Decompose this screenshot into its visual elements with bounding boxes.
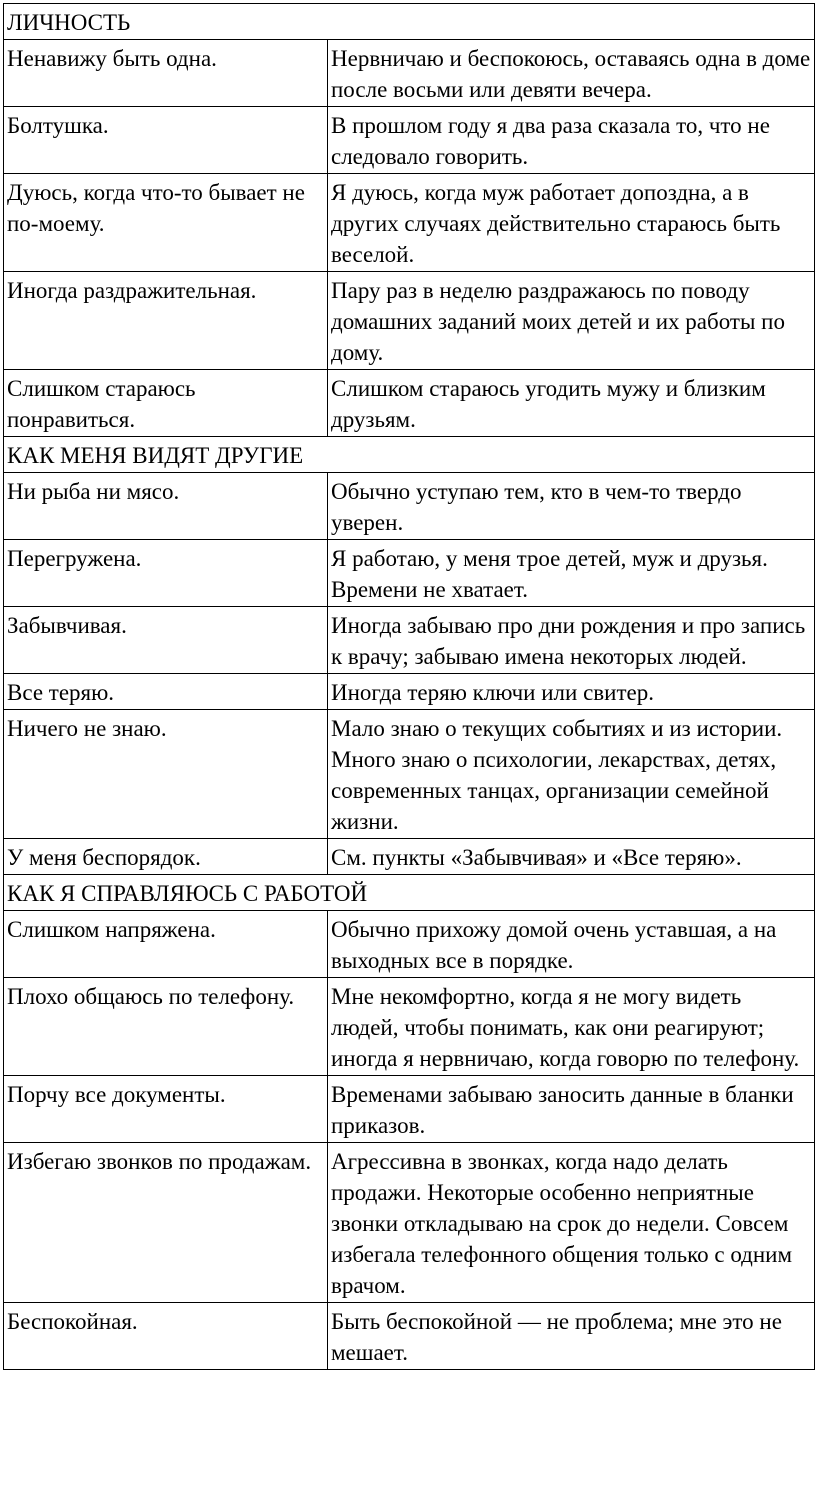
table-row <box>4 710 815 839</box>
table-row <box>4 174 815 272</box>
table-row <box>4 607 815 674</box>
trait-label: Иногда раздражительная. <box>4 272 328 370</box>
trait-label: Слишком стараюсь понравиться. <box>4 370 328 437</box>
section-header-row <box>4 437 815 473</box>
table-row <box>4 40 815 107</box>
table-row <box>4 272 815 370</box>
trait-label: Забывчивая. <box>4 607 328 674</box>
trait-label: Плохо общаюсь по телефону. <box>4 978 328 1076</box>
table-row <box>4 540 815 607</box>
trait-description: Слишком стараюсь угодить мужу и близким друзьям. <box>328 370 815 437</box>
table-row <box>4 674 815 710</box>
table-row <box>4 839 815 875</box>
table-row <box>4 1076 815 1143</box>
trait-description: Я дуюсь, когда муж работает допоздна, а в других случаях действительно стараюсь быть веселой. <box>328 174 815 272</box>
trait-description: В прошлом году я два раза сказала то, что не следовало говорить. <box>328 107 815 174</box>
table-row <box>4 1303 815 1370</box>
table-row <box>4 473 815 540</box>
section-title: КАК МЕНЯ ВИДЯТ ДРУГИЕ <box>4 437 815 473</box>
trait-label: Болтушка. <box>4 107 328 174</box>
trait-label: Избегаю звонков по продажам. <box>4 1143 328 1303</box>
section-title: ЛИЧНОСТЬ <box>4 4 815 40</box>
trait-label: Беспокойная. <box>4 1303 328 1370</box>
trait-label: Слишком напряжена. <box>4 911 328 978</box>
trait-label: Перегружена. <box>4 540 328 607</box>
trait-description: Быть беспокойной — не проблема; мне это не мешает. <box>328 1303 815 1370</box>
trait-description: Иногда забываю про дни рождения и про запись к врачу; забываю имена некоторых людей. <box>328 607 815 674</box>
trait-description: Обычно уступаю тем, кто в чем-то твердо уверен. <box>328 473 815 540</box>
table-row <box>4 1143 815 1303</box>
trait-description: Временами забываю заносить данные в бланки приказов. <box>328 1076 815 1143</box>
trait-description: Пару раз в неделю раздражаюсь по поводу домашних заданий моих детей и их работы по дому. <box>328 272 815 370</box>
table-row <box>4 370 815 437</box>
trait-label: Дуюсь, когда что-то бывает не по-моему. <box>4 174 328 272</box>
self-assessment-table <box>3 3 815 1370</box>
table-row <box>4 911 815 978</box>
trait-description: Нервничаю и беспокоюсь, оставаясь одна в доме после восьми или девяти вечера. <box>328 40 815 107</box>
trait-description: Я работаю, у меня трое детей, муж и друзья. Времени не хватает. <box>328 540 815 607</box>
trait-label: Ни рыба ни мясо. <box>4 473 328 540</box>
section-title: КАК Я СПРАВЛЯЮСЬ С РАБОТОЙ <box>4 875 815 911</box>
trait-label: Порчу все документы. <box>4 1076 328 1143</box>
trait-label: Ничего не знаю. <box>4 710 328 839</box>
trait-description: Мне некомфортно, когда я не могу видеть людей, чтобы понимать, как они реагируют; иногда я нервничаю, когда говорю по телефону. <box>328 978 815 1076</box>
trait-description: Мало знаю о текущих событиях и из истории. Много знаю о психологии, лекарствах, детях, современных танцах, организации семейной жизни. <box>328 710 815 839</box>
trait-description: См. пункты «Забывчивая» и «Все теряю». <box>328 839 815 875</box>
trait-label: Ненавижу быть одна. <box>4 40 328 107</box>
table-row <box>4 107 815 174</box>
trait-description: Агрессивна в звонках, когда надо делать продажи. Некоторые особенно неприятные звонки откладываю на срок до недели. Совсем избегала телефонного общения только с одним врачом. <box>328 1143 815 1303</box>
table-row <box>4 978 815 1076</box>
trait-label: Все теряю. <box>4 674 328 710</box>
trait-description: Обычно прихожу домой очень уставшая, а на выходных все в порядке. <box>328 911 815 978</box>
section-header-row <box>4 4 815 40</box>
trait-label: У меня беспорядок. <box>4 839 328 875</box>
trait-description: Иногда теряю ключи или свитер. <box>328 674 815 710</box>
section-header-row <box>4 875 815 911</box>
